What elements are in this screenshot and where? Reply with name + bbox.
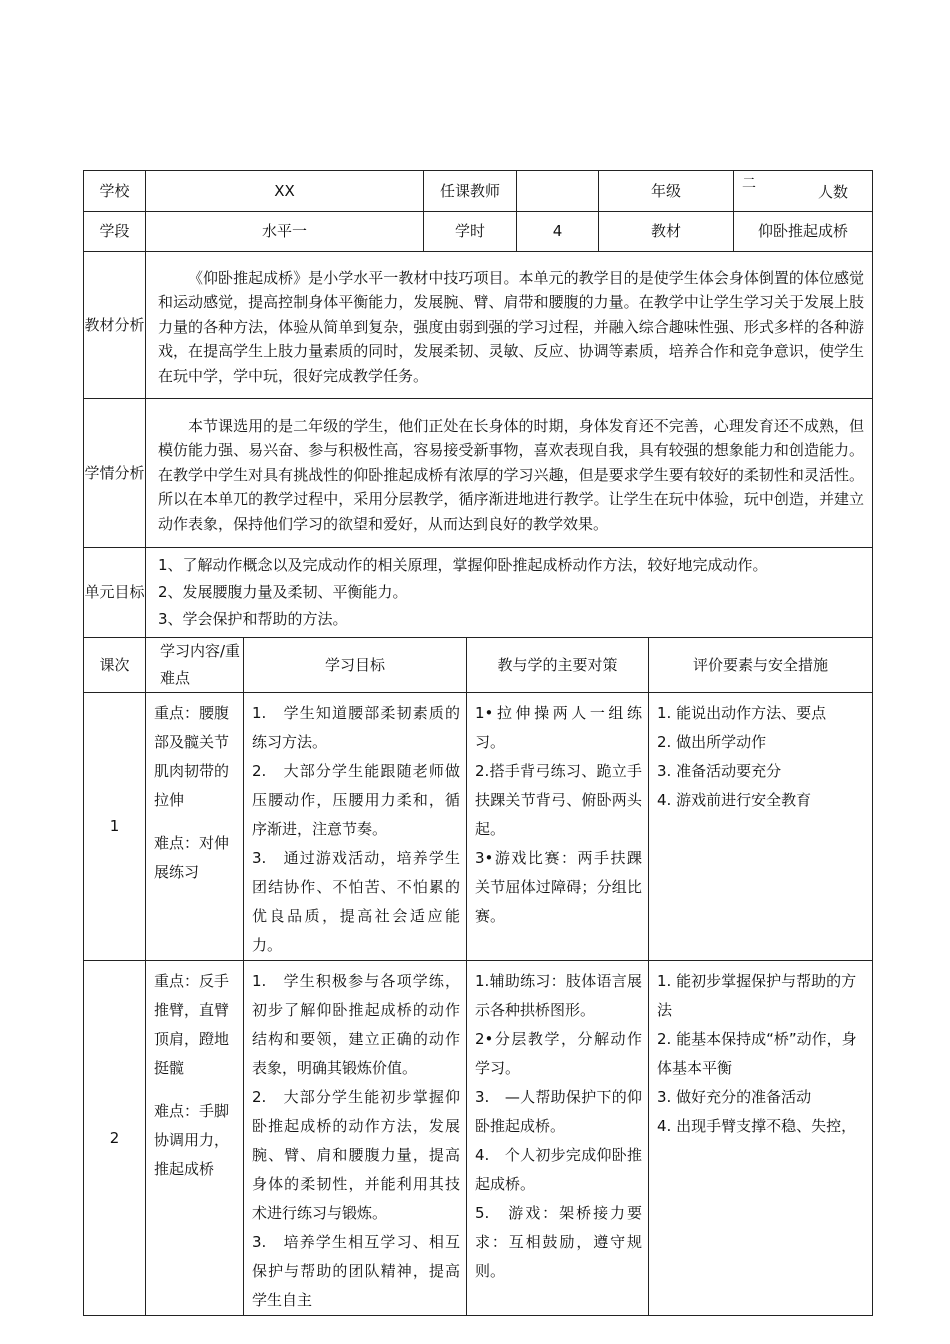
col-strategy-header: 教与学的主要对策	[467, 638, 649, 693]
lesson-goal-item: 2. 大部分学生能跟随老师做压腰动作，压腰用力柔和，循序渐进，注意节奏。	[252, 762, 460, 838]
col-eval-header: 评价要素与安全措施	[649, 638, 873, 693]
lesson-eval-item: 2. 做出所学动作	[657, 733, 767, 751]
stage-value: 水平一	[146, 212, 424, 252]
lesson-content-cell	[146, 693, 244, 961]
col-goal-header: 学习目标	[244, 638, 467, 693]
lesson-strategy-cell	[467, 693, 649, 961]
lesson-eval-item: 2. 能基本保持成“桥”动作，身体基本平衡	[657, 1030, 857, 1077]
lesson-goals-cell	[244, 693, 467, 961]
school-value: XX	[146, 171, 424, 212]
lesson-goals-cell	[244, 961, 467, 1316]
material-analysis-label: 教材分析	[84, 252, 146, 399]
lesson-key-point: 重点：腰腹部及髋关节肌肉韧带的拉伸	[154, 704, 230, 809]
lesson-strategy-item: 1•拉伸操两人一组练习。	[475, 704, 643, 751]
lesson-strategy-item: 2.搭手背弓练习、跪立手扶踝关节背弓、俯卧两头起。	[475, 762, 643, 838]
material-analysis-cell	[146, 252, 873, 399]
material-analysis-text: 《仰卧推起成桥》是小学水平一教材中技巧项目。本单元的教学目的是使学生体会身体倒置的体位感觉和运动感觉，提高控制身体平衡能力，发展腕、臂、肩带和腰腹的力量。在教学中让学生学习关于发展上肢力量的各种方法，体验从简单到复杂，强度由弱到强的学习过程，并融入综合趣味性强、形式多样的各种游戏，在提高学生上肢力量素质的同时，发展柔韧、灵敏、反应、协调等素质，培养合作和竞争意识，使学生在玩中学，学中玩，很好完成教学任务。	[158, 268, 865, 385]
lesson-difficulty: 难点：对伸展练习	[154, 834, 230, 881]
student-analysis-cell	[146, 399, 873, 548]
lesson-eval-item: 4. 出现手臂支撑不稳、失控，	[657, 1117, 857, 1135]
count-label: 人数	[818, 183, 849, 201]
lesson-strategy-item: 3. —人帮助保护下的仰卧推起成桥。	[475, 1088, 643, 1135]
unit-goals-row	[84, 548, 873, 638]
lessons-header-row	[84, 638, 873, 693]
lesson-goal-item: 1. 学生知道腰部柔韧素质的练习方法。	[252, 704, 460, 751]
lesson-strategy-item: 5. 游戏：架桥接力要求：互相鼓励，遵守规则。	[475, 1204, 643, 1280]
grade-and-count-cell	[734, 171, 873, 212]
lesson-strategy-item: 1.辅助练习：肢体语言展示各种拱桥图形。	[475, 972, 643, 1019]
lesson-strategy-item: 3•游戏比赛：两手扶踝关节屈体过障碍；分组比赛。	[475, 849, 643, 925]
unit-goals-cell	[146, 548, 873, 638]
lesson-row	[84, 961, 873, 1316]
lesson-number: 1	[84, 693, 146, 961]
col-lesson-header: 课次	[84, 638, 146, 693]
col-content-header: 学习内容/重难点	[146, 638, 244, 693]
lesson-eval-item: 3. 准备活动要充分	[657, 762, 782, 780]
school-label: 学校	[84, 171, 146, 212]
lesson-content-cell	[146, 961, 244, 1316]
grade-label: 年级	[599, 171, 734, 212]
unit-goals-label: 单元目标	[84, 548, 146, 638]
grade-value: 二	[742, 176, 757, 192]
lesson-eval-item: 4. 游戏前进行安全教育	[657, 791, 812, 809]
lesson-eval-item: 3. 做好充分的准备活动	[657, 1088, 812, 1106]
lesson-row	[84, 693, 873, 961]
lesson-number: 2	[84, 961, 146, 1316]
material-value: 仰卧推起成桥	[734, 212, 873, 252]
unit-goal-item: 3、学会保护和帮助的方法。	[158, 610, 348, 628]
unit-goal-item: 1、了解动作概念以及完成动作的相关原理，掌握仰卧推起成桥动作方法，较好地完成动作。	[158, 556, 768, 574]
lesson-strategy-cell	[467, 961, 649, 1316]
lesson-goal-item: 3. 通过游戏活动，培养学生团结协作、不怕苦、不怕累的优良品质，提高社会适应能力。	[252, 849, 460, 954]
lesson-eval-item: 1. 能说出动作方法、要点	[657, 704, 827, 722]
lesson-eval-cell	[649, 693, 873, 961]
lesson-difficulty: 难点：手脚协调用力，推起成桥	[154, 1102, 230, 1178]
lesson-plan-table	[83, 170, 873, 1316]
lesson-goal-item: 1. 学生积极参与各项学练，初步了解仰卧推起成桥的动作结构和要领，建立正确的动作表象，明确其锻炼价值。	[252, 972, 460, 1077]
unit-goal-item: 2、发展腰腹力量及柔韧、平衡能力。	[158, 583, 408, 601]
lesson-goal-item: 3. 培养学生相互学习、相互保护与帮助的团队精神，提高学生自主	[252, 1233, 460, 1309]
student-analysis-row	[84, 399, 873, 548]
hours-value: 4	[517, 212, 599, 252]
lesson-eval-item: 1. 能初步掌握保护与帮助的方法	[657, 972, 857, 1019]
lesson-goal-item: 2. 大部分学生能初步掌握仰卧推起成桥的动作方法，发展腕、臂、肩和腰腹力量，提高身体的柔韧性，并能利用其技术进行练习与锻炼。	[252, 1088, 460, 1222]
student-analysis-label: 学情分析	[84, 399, 146, 548]
header-row-2	[84, 212, 873, 252]
lesson-eval-cell	[649, 961, 873, 1316]
student-analysis-text: 本节课选用的是二年级的学生，他们正处在长身体的时期，身体发育还不完善，心理发育还不成熟，但模仿能力强、易兴奋、参与积极性高，容易接受新事物，喜欢表现自我，具有较强的想象能力和创造能力。在教学中学生对具有挑战性的仰卧推起成桥有浓厚的学习兴趣，但是要求学生要有较好的柔韧性和灵活性。所以在本单兀的教学过程中，采用分层教学，循序渐进地进行教学。让学生在玩中体验，玩中创造，并建立动作表象，保持他们学习的欲望和爱好，从而达到良好的教学效果。	[158, 416, 865, 533]
hours-label: 学时	[424, 212, 517, 252]
header-row-1	[84, 171, 873, 212]
material-label: 教材	[599, 212, 734, 252]
lesson-key-point: 重点：反手推臂，直臂顶肩，蹬地挺髋	[154, 972, 230, 1077]
lesson-strategy-item: 4. 个人初步完成仰卧推起成桥。	[475, 1146, 643, 1193]
stage-label: 学段	[84, 212, 146, 252]
material-analysis-row	[84, 252, 873, 399]
teacher-value	[517, 171, 599, 212]
lesson-strategy-item: 2•分层教学，分解动作学习。	[475, 1030, 643, 1077]
teacher-label: 任课教师	[424, 171, 517, 212]
